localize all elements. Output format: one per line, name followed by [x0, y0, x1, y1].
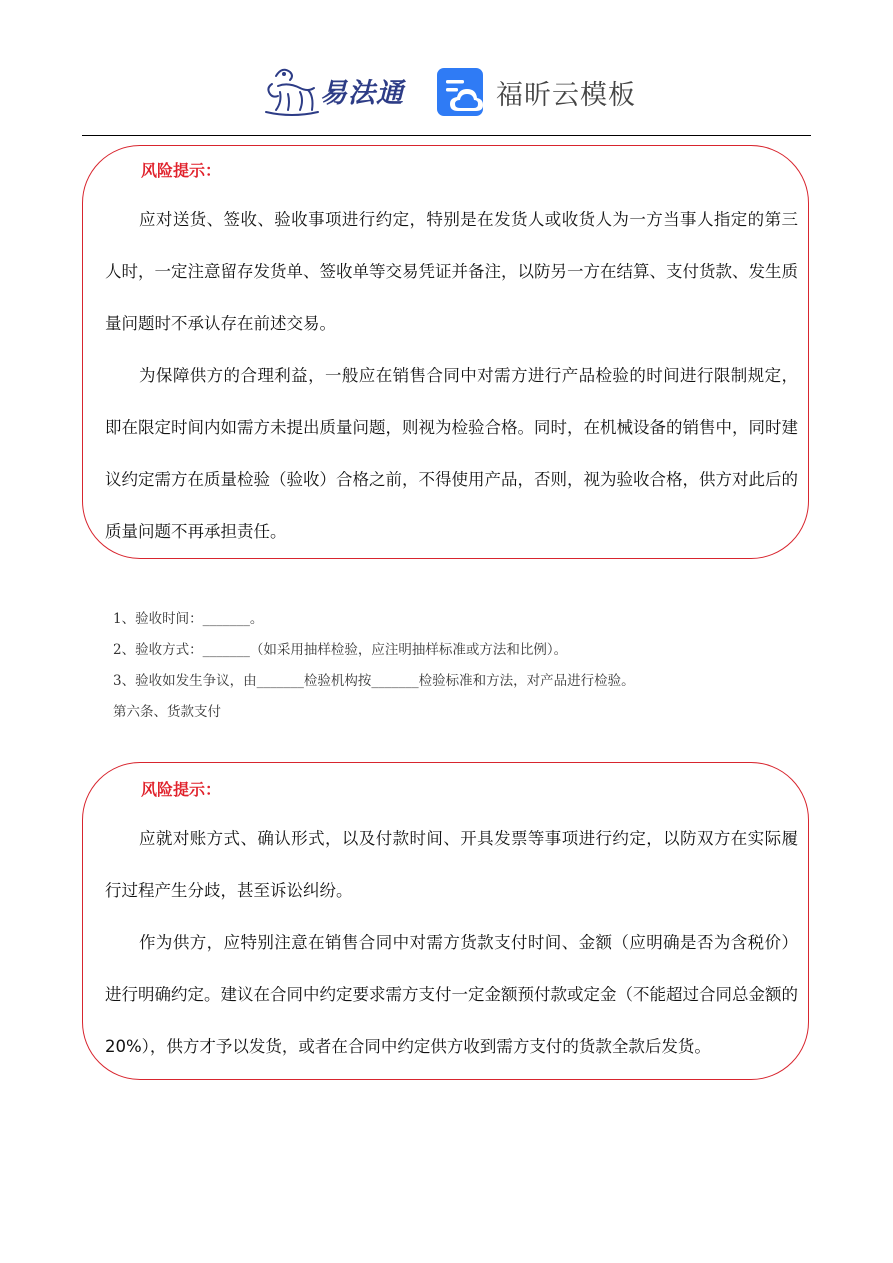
- yifatong-logo: [262, 62, 412, 118]
- clause-inspection-time: 1、验收时间：_______。: [113, 611, 264, 627]
- risk-warning-box-delivery: [82, 145, 809, 559]
- risk-warning-title: 风险提示：: [141, 161, 222, 180]
- page-header: [0, 0, 893, 136]
- risk-warning-box-payment: [82, 762, 809, 1080]
- clause-inspection-dispute: 3、验收如发生争议，由_______检验机构按_______检验标准和方法，对产品进行检验。: [113, 673, 635, 689]
- risk-warning-title: 风险提示：: [141, 780, 222, 799]
- risk-warning-body: [105, 813, 798, 1073]
- risk-warning-body: [105, 194, 798, 558]
- risk-paragraph: 为保障供方的合理利益，一般应在销售合同中对需方进行产品检验的时间进行限制规定，即在限定时间内如需方未提出质量问题，则视为检验合格。同时，在机械设备的销售中，同时建议约定需方在质量检验（验收）合格之前，不得使用产品，否则，视为验收合格，供方对此后的质量问题不再承担责任。: [105, 366, 798, 541]
- header-divider: [82, 135, 811, 136]
- yifatong-brand-text: 易法通: [320, 77, 404, 109]
- risk-paragraph: 应对送货、签收、验收事项进行约定，特别是在发货人或收货人为一方当事人指定的第三人时，一定注意留存发货单、签收单等交易凭证并备注，以防另一方在结算、支付货款、发生质量问题时不承认存在前述交易。: [105, 210, 798, 333]
- risk-paragraph: 应就对账方式、确认形式，以及付款时间、开具发票等事项进行约定，以防双方在实际履行过程产生分歧，甚至诉讼纠纷。: [105, 829, 798, 900]
- clause-inspection-method: 2、验收方式：_______（如采用抽样检验，应注明抽样标准或方法和比例）。: [113, 642, 568, 658]
- foxit-template-logo: [436, 66, 636, 118]
- article-six-heading: 第六条、货款支付: [113, 704, 221, 720]
- cloud-document-icon: [436, 67, 486, 117]
- qilin-icon: [262, 62, 322, 118]
- foxit-template-brand-text: 福昕云模板: [496, 79, 636, 111]
- risk-paragraph: 作为供方，应特别注意在销售合同中对需方货款支付时间、金额（应明确是否为含税价）进行明确约定。建议在合同中约定要求需方支付一定金额预付款或定金（不能超过合同总金额的 20%），供方才予以发货，或者在合同中约定供方收到需方支付的货款全款后发货。: [105, 933, 798, 1056]
- contract-clauses: [113, 604, 803, 728]
